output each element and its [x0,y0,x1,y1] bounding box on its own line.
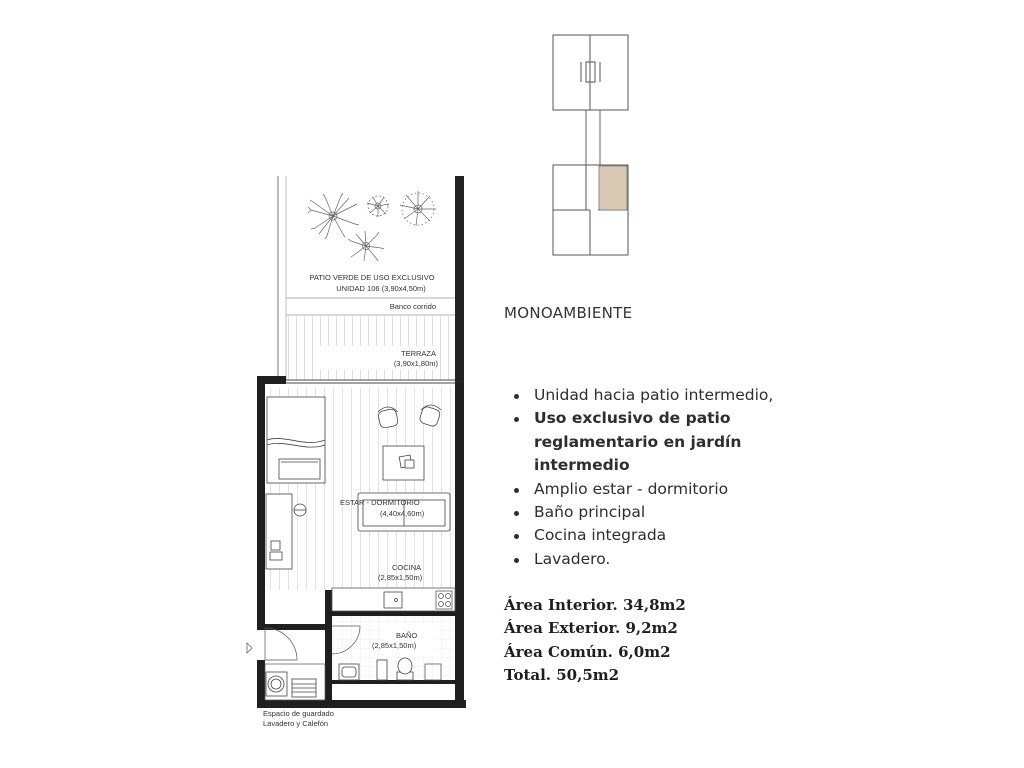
kitchen-title: COCINA [392,563,422,572]
living-dims: (4,40x4,60m) [380,509,425,518]
living-title: ESTAR - DORMITORIO [340,498,420,507]
bath-dims: (2,85x1,50m) [372,641,417,650]
feature-item: Cocina integrada [512,524,812,547]
feature-item: Unidad hacia patio intermedio, [512,384,812,407]
key-plan [553,35,628,255]
shrub-icon [400,191,436,226]
feature-list [512,384,812,571]
patio-title: PATIO VERDE DE USO EXCLUSIVO [309,273,435,282]
shrub-icon [308,193,359,239]
bathroom-vanity-icon [339,664,359,680]
bath-title: BAÑO [396,631,418,640]
coffee-table-icon [383,446,424,480]
feature-item: Lavadero. [512,548,812,571]
bed-icon [267,397,325,483]
unit-type-title: MONOAMBIENTE [504,304,633,322]
living-bedroom-area [265,387,455,590]
interior-area: Área Interior. 34,8m2 [504,596,686,614]
storage-label-line2: Lavadero y Calefón [263,719,329,728]
washing-machine-icon [266,672,287,696]
entry-door-icon [247,628,297,660]
area-summary [504,594,686,688]
shrub-icon [367,196,389,217]
key-plan-upper-block [553,35,628,110]
terrace-area [286,316,455,383]
key-plan-connector [586,110,600,165]
water-heater-icon [292,679,316,697]
kitchen-dims: (2,85x1,50m) [378,573,423,582]
common-area: Área Común. 6,0m2 [504,642,671,661]
feature-item: Baño principal [512,501,812,524]
feature-item: Uso exclusivo de patio reglamentario en jardín intermedio [512,407,812,477]
shrub-icon [348,231,384,261]
cooktop-icon [436,591,452,609]
sink-icon [384,592,402,608]
bathroom-area [332,616,455,680]
total-area: Total. 50,5m2 [504,666,620,685]
terrace-title: TERRAZA [400,349,436,358]
terrace-dims: (3,90x1,80m) [393,359,438,368]
patio-subtitle: UNIDAD 106 (3,90x4,50m) [336,284,426,293]
bench-label: Banco corrido [389,302,436,311]
storage-label-line1: Espacio de guardado [263,709,334,718]
feature-item: Amplio estar - dormitorio [512,478,812,501]
exterior-area: Área Exterior. 9,2m2 [504,619,678,638]
key-plan-unit-highlight [599,166,627,210]
